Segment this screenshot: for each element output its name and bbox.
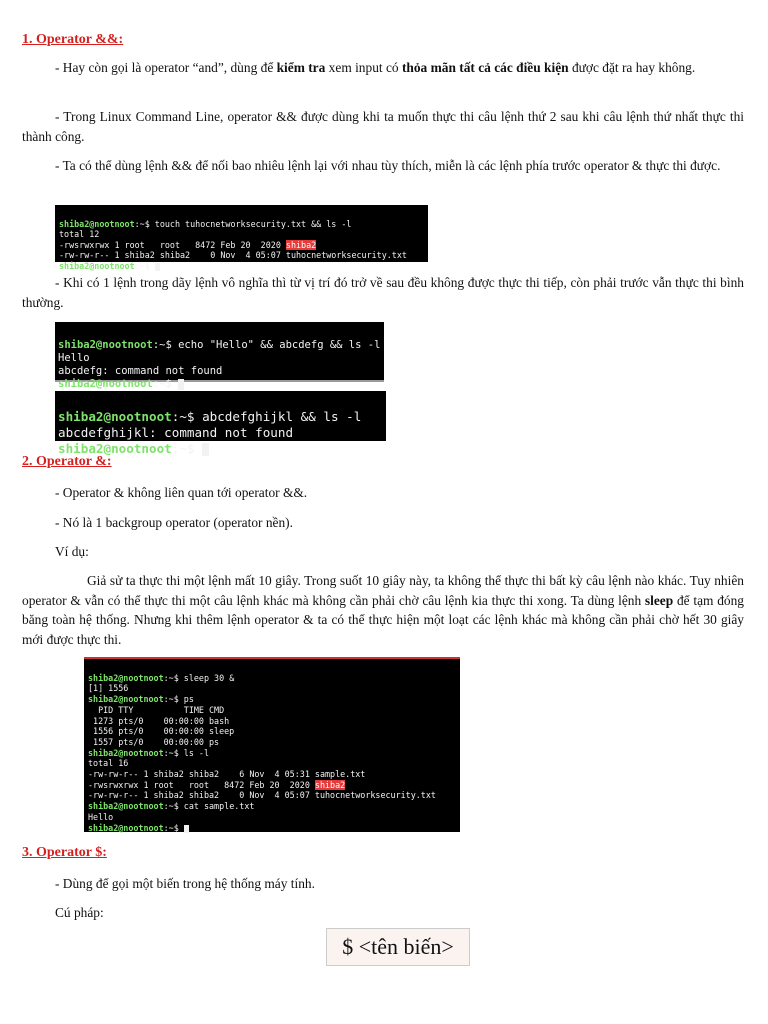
terminal-output: abcdefg: command not found	[58, 365, 223, 377]
text-run: - Hay còn gọi là operator “and”, dùng để	[55, 60, 277, 75]
terminal-output: PID TTY TIME CMD	[88, 704, 225, 715]
section-heading-and-operator: 1. Operator &&:	[22, 32, 124, 47]
text-run: được đặt ra hay không.	[568, 60, 696, 75]
terminal-command: :~$ ps	[163, 694, 194, 705]
bold-text: kiểm tra	[276, 60, 326, 75]
section-heading-dollar-operator: 3. Operator $:	[22, 845, 107, 860]
terminal-output: abcdefghijkl: command not found	[58, 425, 294, 440]
terminal-prompt: shiba2@nootnoot	[59, 260, 135, 271]
cursor-block-icon	[184, 825, 189, 833]
terminal-prompt-end: :~$	[163, 822, 184, 833]
terminal-command: :~$ sleep 30 &	[163, 672, 235, 683]
terminal-prompt-end: :~$	[152, 378, 179, 390]
line-example-label: Ví dụ:	[55, 544, 89, 559]
highlighted-group: shiba2	[314, 779, 346, 790]
terminal-prompt: shiba2@nootnoot	[59, 218, 135, 229]
terminal-prompt: shiba2@nootnoot	[58, 409, 172, 424]
line-variable-call: - Dùng để gọi một biến trong hệ thống máy tính.	[55, 876, 315, 891]
cursor-block-icon	[155, 263, 160, 271]
terminal-prompt: shiba2@nootnoot	[88, 822, 164, 833]
terminal-output: 1557 pts/0 00:00:00 ps	[88, 736, 220, 747]
terminal-output: -rw-rw-r-- 1 shiba2 shiba2 0 Nov 4 05:07 tuhocnetworksecurity.txt	[59, 250, 407, 261]
section-heading-background-operator: 2. Operator &:	[22, 454, 112, 469]
terminal-output: -rwsrwxrwx 1 root root 8472 Feb 20 2020	[59, 239, 286, 250]
terminal-output: -rw-rw-r-- 1 shiba2 shiba2 0 Nov 4 05:07 tuhocnetworksecurity.txt	[88, 790, 436, 801]
terminal-prompt: shiba2@nootnoot	[58, 339, 153, 351]
terminal-prompt: shiba2@nootnoot	[88, 801, 164, 812]
terminal-prompt: shiba2@nootnoot	[88, 694, 164, 705]
terminal-output: -rw-rw-r-- 1 shiba2 shiba2 6 Nov 4 05:31 sample.txt	[88, 769, 366, 780]
line-not-related: - Operator & không liên quan tới operator &&.	[55, 485, 308, 500]
terminal-command: :~$ touch tuhocnetworksecurity.txt && ls -l	[134, 218, 352, 229]
terminal-output: total 12	[59, 229, 100, 240]
terminal-output: total 16	[88, 758, 129, 769]
paragraph-chaining: - Ta có thể dùng lệnh && để nối bao nhiêu lệnh lại với nhau tùy thích, miễn là các lệnh phía trước operator & thực thi được.	[55, 158, 721, 173]
terminal-prompt: shiba2@nootnoot	[58, 441, 172, 456]
terminal-command: :~$ echo "Hello" && abcdefg && ls -l	[152, 339, 381, 351]
paragraph-invalid-command: - Khi có 1 lệnh trong dãy lệnh vô nghĩa thì từ vị trí đó trở về sau đều không được thực thi tiếp, còn phải trước vẫn thực thi bình thường.	[22, 275, 744, 310]
bold-text: thỏa mãn tất cả các điều kiện	[401, 60, 569, 75]
terminal-output: [1] 1556	[88, 683, 129, 694]
terminal-output: Hello	[58, 352, 90, 364]
terminal-screenshot-sleep-background	[84, 657, 460, 832]
paragraph-and-definition	[22, 58, 744, 78]
terminal-prompt: shiba2@nootnoot	[88, 747, 164, 758]
terminal-screenshot-abcdefghijkl	[55, 391, 386, 456]
line-syntax-label: Cú pháp:	[55, 905, 104, 920]
text-run: để tạm đóng băng toàn hệ thống. Nhưng khi thêm lệnh operator & ta có thể thực hiện một loạt các lệnh khác mà không cần phải chờ hết 30 giây mới được thực thi.	[22, 592, 744, 647]
terminal-command: :~$ ls -l	[163, 747, 210, 758]
text-run: xem input có	[325, 60, 402, 75]
text-run: Giả sử ta thực thi một lệnh mất 10 giây. Trong suốt 10 giây này, ta không thể thực thi bất kỳ câu lệnh nào khác. Tuy nhiên operator & vẫn có thể thực thi một câu lệnh khác mà không cần phải chờ câu lệnh kia thực thi xong. Ta dùng lệnh	[22, 573, 744, 608]
terminal-output: -rwsrwxrwx 1 root root 8472 Feb 20 2020	[88, 779, 315, 790]
terminal-screenshot-touch-ls	[55, 205, 428, 271]
terminal-prompt: shiba2@nootnoot	[58, 378, 153, 390]
terminal-command: :~$ cat sample.txt	[163, 801, 255, 812]
paragraph-linux-usage: - Trong Linux Command Line, operator && được dùng khi ta muốn thực thi câu lệnh thứ 2 sau khi câu lệnh thứ nhất thực thi thành công.	[22, 109, 744, 144]
paragraph-sleep-example	[22, 571, 744, 649]
terminal-output: 1556 pts/0 00:00:00 sleep	[88, 726, 235, 737]
terminal-prompt-end: :~$	[171, 441, 203, 456]
cursor-block-icon	[202, 443, 209, 456]
terminal-prompt: shiba2@nootnoot	[88, 672, 164, 683]
terminal-output: Hello	[88, 811, 114, 822]
line-background-operator: - Nó là 1 backgroup operator (operator nền).	[55, 515, 293, 530]
terminal-command: :~$ abcdefghijkl && ls -l	[171, 409, 362, 424]
terminal-screenshot-echo	[55, 322, 384, 390]
bold-text: sleep	[644, 592, 674, 608]
cursor-block-icon	[178, 379, 184, 390]
terminal-prompt-end: :~$	[134, 260, 155, 271]
syntax-box: $ <tên biến>	[326, 928, 470, 966]
terminal-output: 1273 pts/0 00:00:00 bash	[88, 715, 230, 726]
highlighted-group: shiba2	[285, 239, 317, 250]
